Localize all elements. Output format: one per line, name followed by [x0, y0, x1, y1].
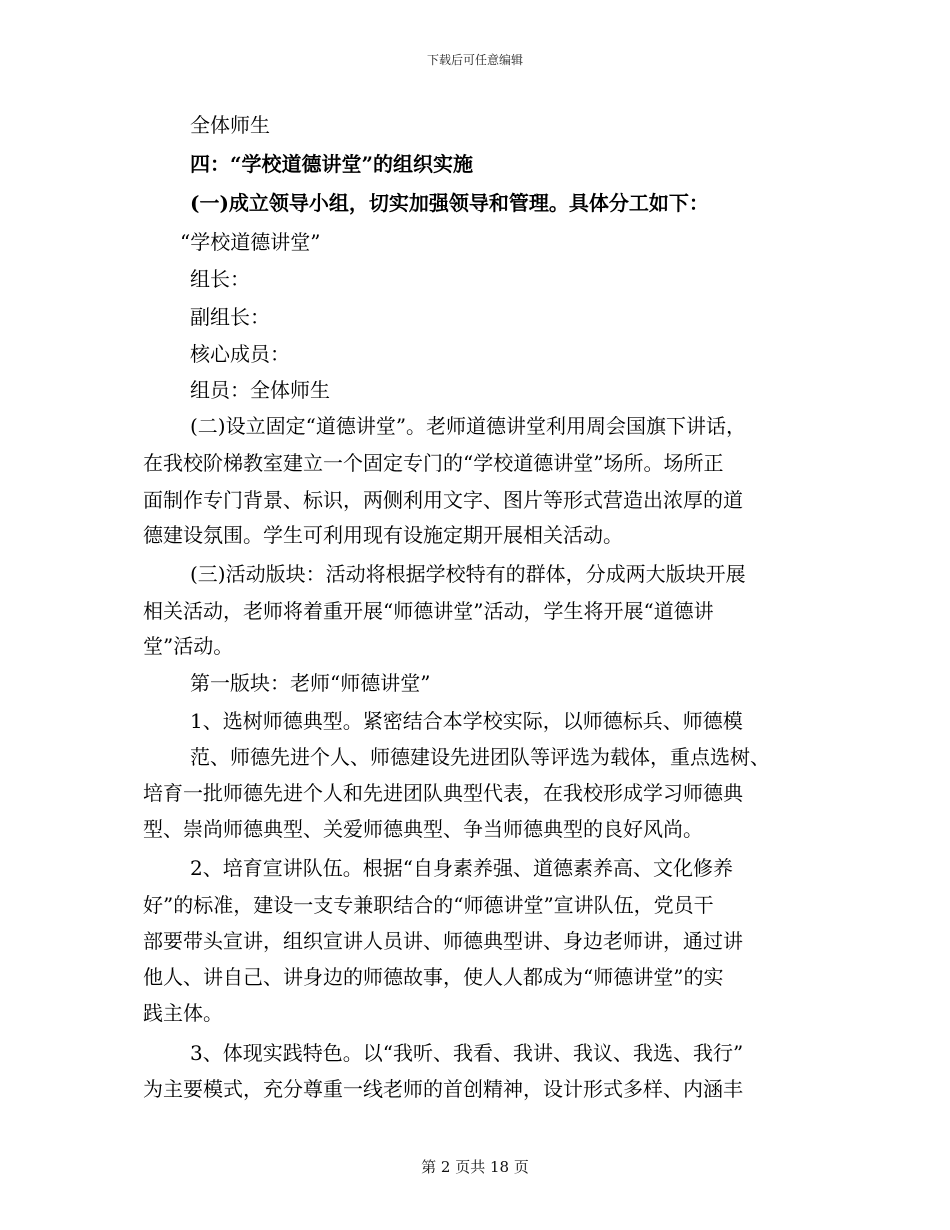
- text-line: 组员：全体师生: [190, 378, 330, 402]
- subsection-heading: (一)成立领导小组，切实加强领导和管理。具体分工如下：: [190, 191, 709, 215]
- paragraph-line: 型、崇尚师德典型、关爱师德典型、争当师德典型的良好风尚。: [143, 817, 703, 841]
- section-heading: 四：“学校道德讲堂”的组织实施: [190, 152, 474, 176]
- text-line: “学校道德讲堂”: [180, 230, 321, 254]
- paragraph-line: 堂”活动。: [143, 634, 234, 658]
- paragraph-line: 部要带头宣讲，组织宣讲人员讲、师德典型讲、身边老师讲，通过讲: [143, 929, 743, 953]
- paragraph-line: 相关活动，老师将着重开展“师德讲堂”活动，学生将开展“道德讲: [143, 599, 714, 623]
- text-line: 核心成员：: [190, 342, 290, 366]
- paragraph-line: 为主要模式，充分尊重一线老师的首创精神，设计形式多样、内涵丰: [143, 1077, 743, 1101]
- paragraph-line: 2、培育宣讲队伍。根据“自身素养强、道德素养高、文化修养: [190, 856, 733, 880]
- text-line: 副组长：: [190, 305, 270, 329]
- page-header: 下载后可任意编辑: [426, 53, 523, 67]
- text-line: 全体师生: [190, 113, 270, 137]
- paragraph-line: 培育一批师德先进个人和先进团队典型代表，在我校形成学习师德典: [143, 781, 743, 805]
- paragraph-line: (三)活动版块：活动将根据学校特有的群体，分成两大版块开展: [190, 562, 746, 586]
- paragraph-line: 他人、讲自己、讲身边的师德故事，使人人都成为“师德讲堂”的实: [143, 965, 724, 989]
- page-number: 第 2 页共 18 页: [421, 1158, 529, 1176]
- paragraph-line: 3、体现实践特色。以“我听、我看、我讲、我议、我选、我行”: [190, 1041, 744, 1065]
- text-line: 组长：: [190, 267, 250, 291]
- paragraph-line: 范、师德先进个人、师德建设先进团队等评选为载体，重点选树、: [190, 745, 770, 769]
- paragraph-line: 1、选树师德典型。紧密结合本学校实际，以师德标兵、师德模: [190, 709, 743, 733]
- paragraph-line: (二)设立固定“道德讲堂”。老师道德讲堂利用周会国旗下讲话，: [190, 414, 747, 438]
- paragraph-line: 面制作专门背景、标识，两侧利用文字、图片等形式营造出浓厚的道: [143, 488, 743, 512]
- paragraph-line: 践主体。: [143, 1001, 223, 1025]
- paragraph-line: 好”的标准，建设一支专兼职结合的“师德讲堂”宣讲队伍，党员干: [143, 893, 714, 917]
- paragraph-line: 在我校阶梯教室建立一个固定专门的“学校道德讲堂”场所。场所正: [143, 451, 724, 475]
- text-line: 第一版块：老师“师德讲堂”: [190, 671, 431, 695]
- paragraph-line: 德建设氛围。学生可利用现有设施定期开展相关活动。: [143, 523, 623, 547]
